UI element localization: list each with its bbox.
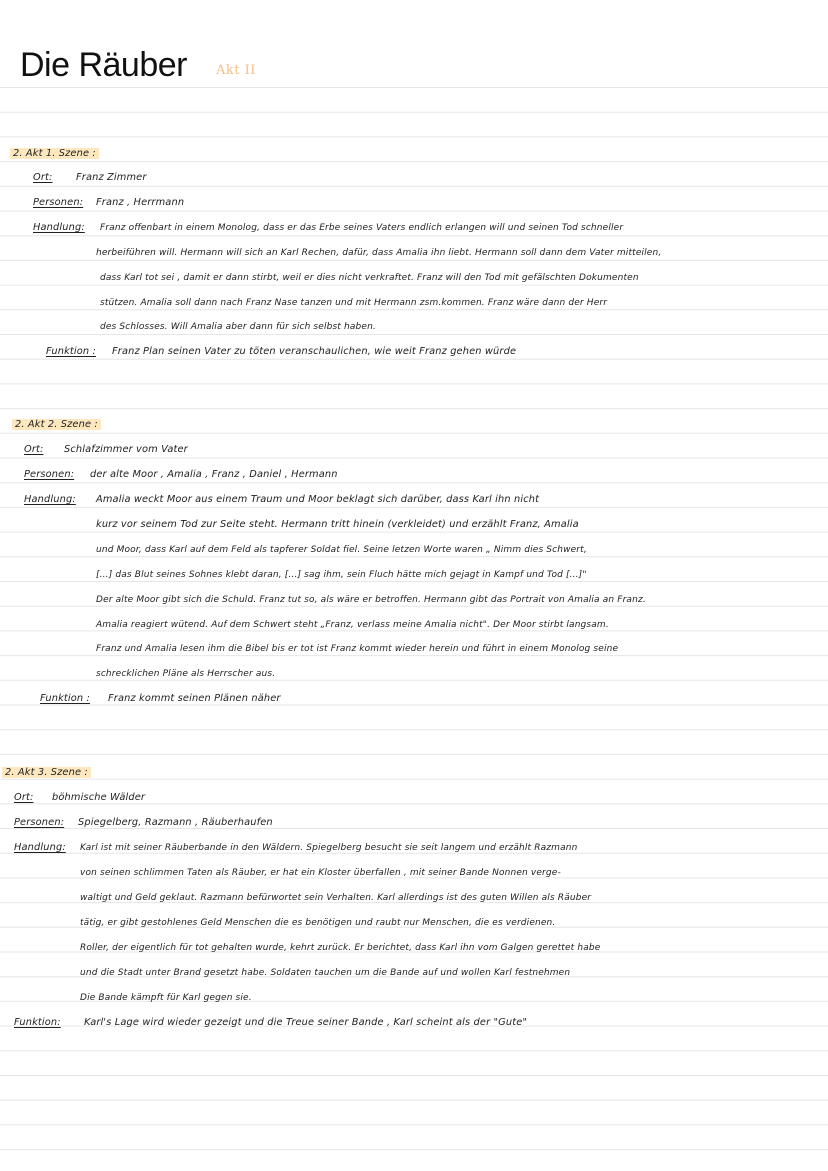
scene-3-handlung-line: und die Stadt unter Brand gesetzt habe. Soldaten tauchen um die Bande auf und wollen Karl festnehmen	[80, 968, 571, 978]
scene-3-handlung-line: Roller, der eigentlich für tot gehalten wurde, kehrt zurück. Er berichtet, dass Karl ihn vom Galgen gerettet habe	[80, 943, 601, 953]
scene-2-handlung-line: und Moor, dass Karl auf dem Feld als tapferer Soldat fiel. Seine letzen Worte waren „ Nimm dies Schwert,	[96, 545, 587, 555]
scene-2-handlung-line: kurz vor seinem Tod zur Seite steht. Hermann tritt hinein (verkleidet) und erzählt Franz, Amalia	[96, 519, 579, 530]
scene-2-handlung-line: [...] das Blut seines Sohnes klebt daran, [...] sag ihm, sein Fluch hätte mich gejagt in Kampf und Tod [...]"	[96, 570, 587, 580]
scene-3-handlung-line: waltigt und Geld geklaut. Razmann befürwortet sein Verhalten. Karl allerdings ist des guten Willen als Räuber	[80, 893, 592, 903]
scene-1-heading: 2. Akt 1. Szene :	[10, 148, 99, 160]
scene-3-handlung-line: tätig, er gibt gestohlenes Geld Menschen die es benötigen und raubt nur Menschen, die es verdienen.	[80, 918, 556, 928]
page-subtitle: Akt II	[216, 63, 256, 78]
scene-1-handlung-label: Handlung:	[33, 222, 85, 233]
scene-1-ort: Franz Zimmer	[76, 172, 147, 183]
scene-2-ort: Schlafzimmer vom Vater	[64, 444, 188, 455]
scene-1-funktion-label: Funktion :	[46, 346, 97, 357]
scene-3-handlung-label: Handlung:	[14, 842, 66, 853]
scene-2-handlung-line: schrecklichen Pläne als Herrscher aus.	[96, 669, 276, 679]
scene-3-handlung-line: Die Bande kämpft für Karl gegen sie.	[80, 993, 252, 1003]
scene-1-handlung-line: dass Karl tot sei , damit er dann stirbt, weil er dies nicht verkraftet. Franz will den Tod mit gefälschten Dokumenten	[100, 273, 639, 283]
scene-1-personen-label: Personen:	[33, 197, 84, 208]
scene-3-ort: böhmische Wälder	[52, 792, 146, 803]
scene-2-heading: 2. Akt 2. Szene :	[12, 419, 101, 431]
scene-2-handlung-label: Handlung:	[24, 494, 76, 505]
scene-1-ort-label: Ort:	[33, 172, 53, 183]
scene-1-handlung-line: stützen. Amalia soll dann nach Franz Nase tanzen und mit Hermann zsm.kommen. Franz wäre dann der Herr	[100, 298, 608, 308]
scene-2-personen: der alte Moor , Amalia , Franz , Daniel , Hermann	[90, 469, 338, 480]
scene-3-handlung-line: von seinen schlimmen Taten als Räuber, er hat ein Kloster überfallen , mit seiner Bande Nonnen verge-	[80, 868, 561, 878]
scene-1-personen: Franz , Herrmann	[96, 197, 185, 208]
page-title: Die Räuber	[20, 46, 187, 84]
scene-3-heading: 2. Akt 3. Szene :	[2, 767, 91, 779]
scene-3-personen: Spiegelberg, Razmann , Räuberhaufen	[78, 817, 273, 828]
scene-3-ort-label: Ort:	[14, 792, 34, 803]
scene-3-funktion-label: Funktion:	[14, 1017, 61, 1028]
scene-2-handlung-line: Franz und Amalia lesen ihm die Bibel bis er tot ist Franz kommt wieder herein und führt in einem Monolog seine	[96, 644, 619, 654]
scene-1-funktion: Franz Plan seinen Vater zu töten veranschaulichen, wie weit Franz gehen würde	[112, 346, 517, 357]
scene-2-personen-label: Personen:	[24, 469, 75, 480]
scene-3-handlung-line: Karl ist mit seiner Räuberbande in den Wäldern. Spiegelberg besucht sie seit langem und erzählt Razmann	[80, 843, 578, 853]
scene-1-handlung-line: herbeiführen will. Hermann will sich an Karl Rechen, dafür, dass Amalia ihn liebt. Hermann soll dann dem Vater mitteilen,	[96, 248, 662, 258]
scene-2-handlung-line: Amalia reagiert wütend. Auf dem Schwert steht „Franz, verlass meine Amalia nicht". Der Moor stirbt langsam.	[96, 620, 609, 630]
scene-2-funktion: Franz kommt seinen Plänen näher	[108, 693, 281, 704]
scene-1-handlung-line: Franz offenbart in einem Monolog, dass er das Erbe seines Vaters endlich erlangen will und seinen Tod schneller	[100, 223, 624, 233]
scene-2-funktion-label: Funktion :	[40, 693, 91, 704]
scene-2-ort-label: Ort:	[24, 444, 44, 455]
scene-2-handlung-line: Amalia weckt Moor aus einem Traum und Moor beklagt sich darüber, dass Karl ihn nicht	[96, 494, 540, 505]
scene-3-personen-label: Personen:	[14, 817, 65, 828]
scene-3-funktion: Karl's Lage wird wieder gezeigt und die Treue seiner Bande , Karl scheint als der "Gute"	[84, 1017, 528, 1028]
scene-1-handlung-line: des Schlosses. Will Amalia aber dann für sich selbst haben.	[100, 322, 376, 332]
scene-2-handlung-line: Der alte Moor gibt sich die Schuld. Franz tut so, als wäre er betroffen. Hermann gibt das Portrait von Amalia an Franz.	[96, 595, 646, 605]
